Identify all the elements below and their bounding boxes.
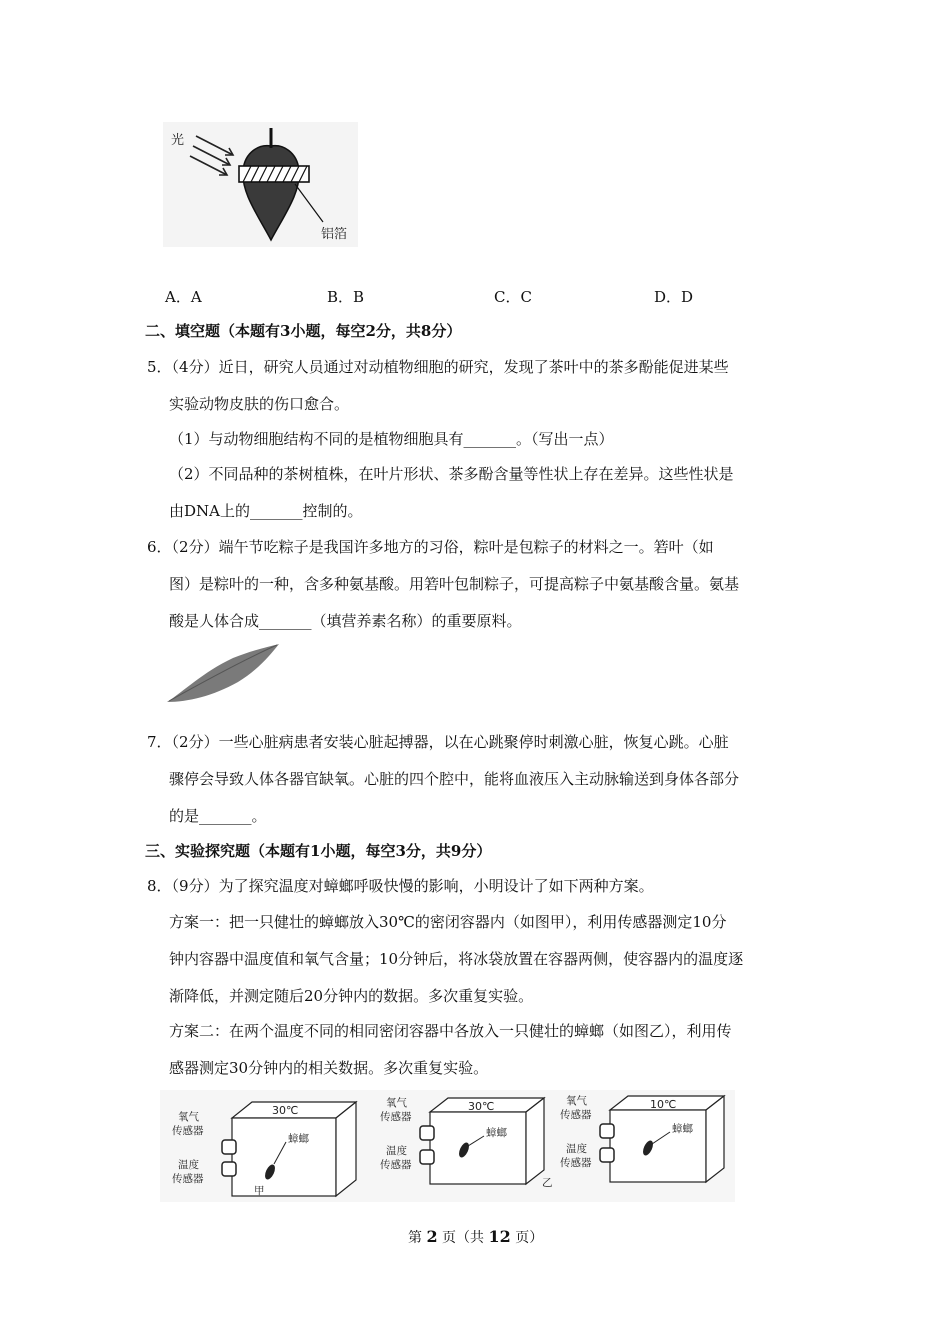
svg-text:甲: 甲 [254, 1185, 265, 1197]
option-d: D．D [654, 288, 694, 306]
svg-text:乙: 乙 [542, 1177, 553, 1189]
q8-plan2-line2: 感器测定30分钟内的相关数据。多次重复实验。 [169, 1059, 489, 1077]
svg-text:传感器: 传感器 [380, 1159, 412, 1171]
page-footer [408, 1227, 543, 1247]
q6-line1: 6．（2分）端午节吃粽子是我国许多地方的习俗，粽叶是包粽子的材料之一。箬叶（如 [147, 538, 714, 556]
svg-text:氧气: 氧气 [386, 1097, 407, 1109]
svg-text:传感器: 传感器 [172, 1125, 204, 1137]
section2-heading: 二、填空题（本题有3小题，每空2分，共8分） [145, 322, 462, 340]
svg-text:氧气: 氧气 [178, 1111, 199, 1123]
footer-post: 页） [515, 1230, 544, 1246]
q5-line2: 实验动物皮肤的伤口愈合。 [169, 395, 350, 413]
q8-plan1-line2: 钟内容器中温度值和氧气含量；10分钟后，将冰袋放置在容器两侧，使容器内的温度逐 [169, 950, 744, 968]
svg-text:温度: 温度 [386, 1145, 407, 1157]
svg-text:30℃: 30℃ [272, 1104, 299, 1117]
svg-text:传感器: 传感器 [172, 1173, 204, 1185]
q5-sub2-line2: 由DNA上的_______控制的。 [169, 502, 363, 520]
footer-mid: 页（共 [442, 1230, 485, 1246]
q6-line2: 图）是粽叶的一种，含多种氨基酸。用箬叶包制粽子，可提高粽子中氨基酸含量。氨基 [169, 575, 740, 593]
q5-line1: 5．（4分）近日，研究人员通过对动植物细胞的研究，发现了茶叶中的茶多酚能促进某些 [147, 358, 729, 376]
option-b: B．B [327, 288, 365, 306]
q8-plan1-line1: 方案一：把一只健壮的蟑螂放入30℃的密闭容器内（如图甲），利用传感器测定10分 [169, 913, 727, 931]
sealed-container-figure [160, 1090, 735, 1202]
svg-text:传感器: 传感器 [560, 1157, 592, 1169]
svg-text:传感器: 传感器 [380, 1111, 412, 1123]
q8-plan2-line1: 方案二：在两个温度不同的相同密闭容器中各放入一只健壮的蟑螂（如图乙），利用传 [169, 1022, 732, 1040]
light-label: 光 [171, 133, 185, 148]
ruo-leaf-image [163, 642, 283, 707]
svg-text:温度: 温度 [566, 1143, 587, 1155]
svg-text:10℃: 10℃ [650, 1098, 677, 1111]
q6-line3: 酸是人体合成_______（填营养素名称）的重要原料。 [169, 612, 522, 630]
svg-text:蟑螂: 蟑螂 [486, 1127, 507, 1139]
leaf-foil-figure [163, 122, 358, 247]
q5-sub2-line1: （2）不同品种的茶树植株，在叶片形状、茶多酚含量等性状上存在差异。这些性状是 [169, 465, 734, 483]
section3-heading: 三、实验探究题（本题有1小题，每空3分，共9分） [145, 842, 492, 860]
svg-text:蟑螂: 蟑螂 [288, 1133, 309, 1145]
svg-text:氧气: 氧气 [566, 1095, 587, 1107]
svg-text:温度: 温度 [178, 1159, 199, 1171]
option-a: A．A [165, 288, 202, 306]
svg-text:蟑螂: 蟑螂 [672, 1123, 693, 1135]
q7-line3: 的是_______。 [169, 807, 267, 825]
foil-label: 铝箔 [321, 227, 348, 242]
q5-sub1: （1）与动物细胞结构不同的是植物细胞具有_______。（写出一点） [169, 430, 614, 448]
q7-line1: 7．（2分）一些心脏病患者安装心脏起搏器，以在心跳聚停时刺激心脏，恢复心跳。心脏 [147, 733, 729, 751]
option-c: C．C [494, 288, 532, 306]
q8-plan1-line3: 渐降低，并测定随后20分钟内的数据。多次重复实验。 [169, 987, 534, 1005]
footer-page-number: 2 [426, 1227, 438, 1246]
svg-text:传感器: 传感器 [560, 1109, 592, 1121]
footer-total-pages: 12 [488, 1227, 511, 1246]
svg-text:30℃: 30℃ [468, 1100, 495, 1113]
q7-line2: 骤停会导致人体各器官缺氧。心脏的四个腔中，能将血液压入主动脉输送到身体各部分 [169, 770, 740, 788]
footer-pre: 第 [408, 1230, 422, 1246]
q8-line1: 8．（9分）为了探究温度对蟑螂呼吸快慢的影响，小明设计了如下两种方案。 [147, 877, 654, 895]
